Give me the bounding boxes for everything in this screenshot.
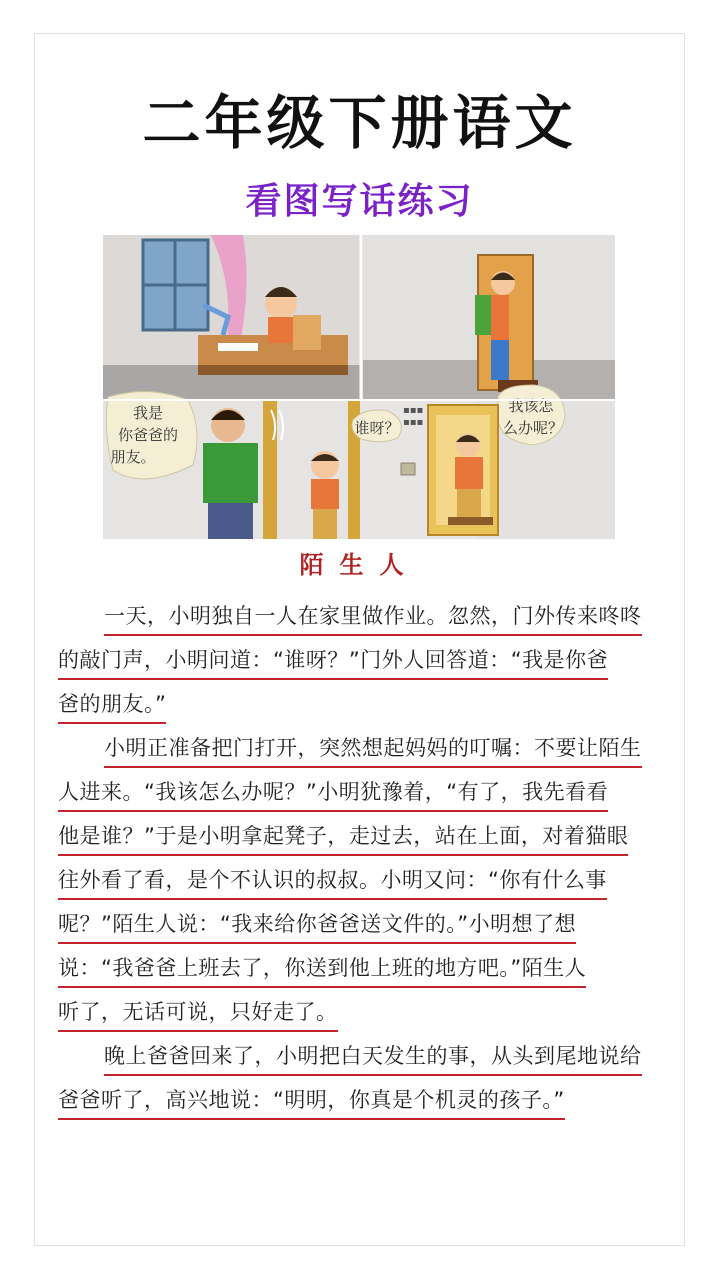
paragraph-1 [58,594,662,726]
paragraph-3 [58,1034,662,1122]
bubble-what-line1: 我该怎 [508,397,554,415]
svg-text:▪▪▪: ▪▪▪ [403,417,424,428]
paragraph-2 [58,726,662,1034]
paragraph-line: 说：“我爸爸上班去了，你送到他上班的地方吧。”陌生人 [58,951,586,988]
svg-text:▪▪▪: ▪▪▪ [403,405,424,416]
paragraph-line: 晚上爸爸回来了，小明把白天发生的事，从头到尾地说给 [104,1039,642,1076]
bubble-friend-line3: 朋友。 [110,448,156,466]
paragraph-line: 一天，小明独自一人在家里做作业。忽然，门外传来咚咚 [104,599,642,636]
bubble-who: 谁呀？ [354,419,400,437]
page-subtitle: 看图写话练习 [245,181,474,222]
paragraph-line: 往外看了看，是个不认识的叔叔。小明又问：“你有什么事 [58,863,607,900]
paragraph-line: 听了，无话可说，只好走了。 [58,995,338,1032]
panel-door-peek [363,235,615,400]
paragraph-line: 小明正准备把门打开，突然想起妈妈的叮嘱：不要让陌生 [104,731,642,768]
bubble-friend-line1: 我是 [132,404,164,422]
paragraph-line: 他是谁？”于是小明拿起凳子，走过去，站在上面，对着猫眼 [58,819,628,856]
story-illustration [103,235,615,539]
paragraph-line: 呢？”陌生人说：“我来给你爸爸送文件的。”小明想了想 [58,907,576,944]
bubble-what-line2: 么办呢？ [502,419,564,437]
paragraph-line: 人进来。“我该怎么办呢？”小明犹豫着，“有了，我先看看 [58,775,608,812]
bubble-friend-line2: 你爸爸的 [117,426,179,444]
story-title: 陌生人 [299,551,420,579]
panel-boy-stool [401,385,615,539]
paragraph-line: 爸的朋友。” [58,687,166,724]
paragraph-line: 爸爸听了，高兴地说：“明明，你真是个机灵的孩子。” [58,1083,565,1120]
paragraph-line: 的敲门声，小明问道：“谁呀？”门外人回答道：“我是你爸 [58,643,608,680]
panel-homework [103,235,361,400]
page-title: 二年级下册语文 [142,89,577,157]
